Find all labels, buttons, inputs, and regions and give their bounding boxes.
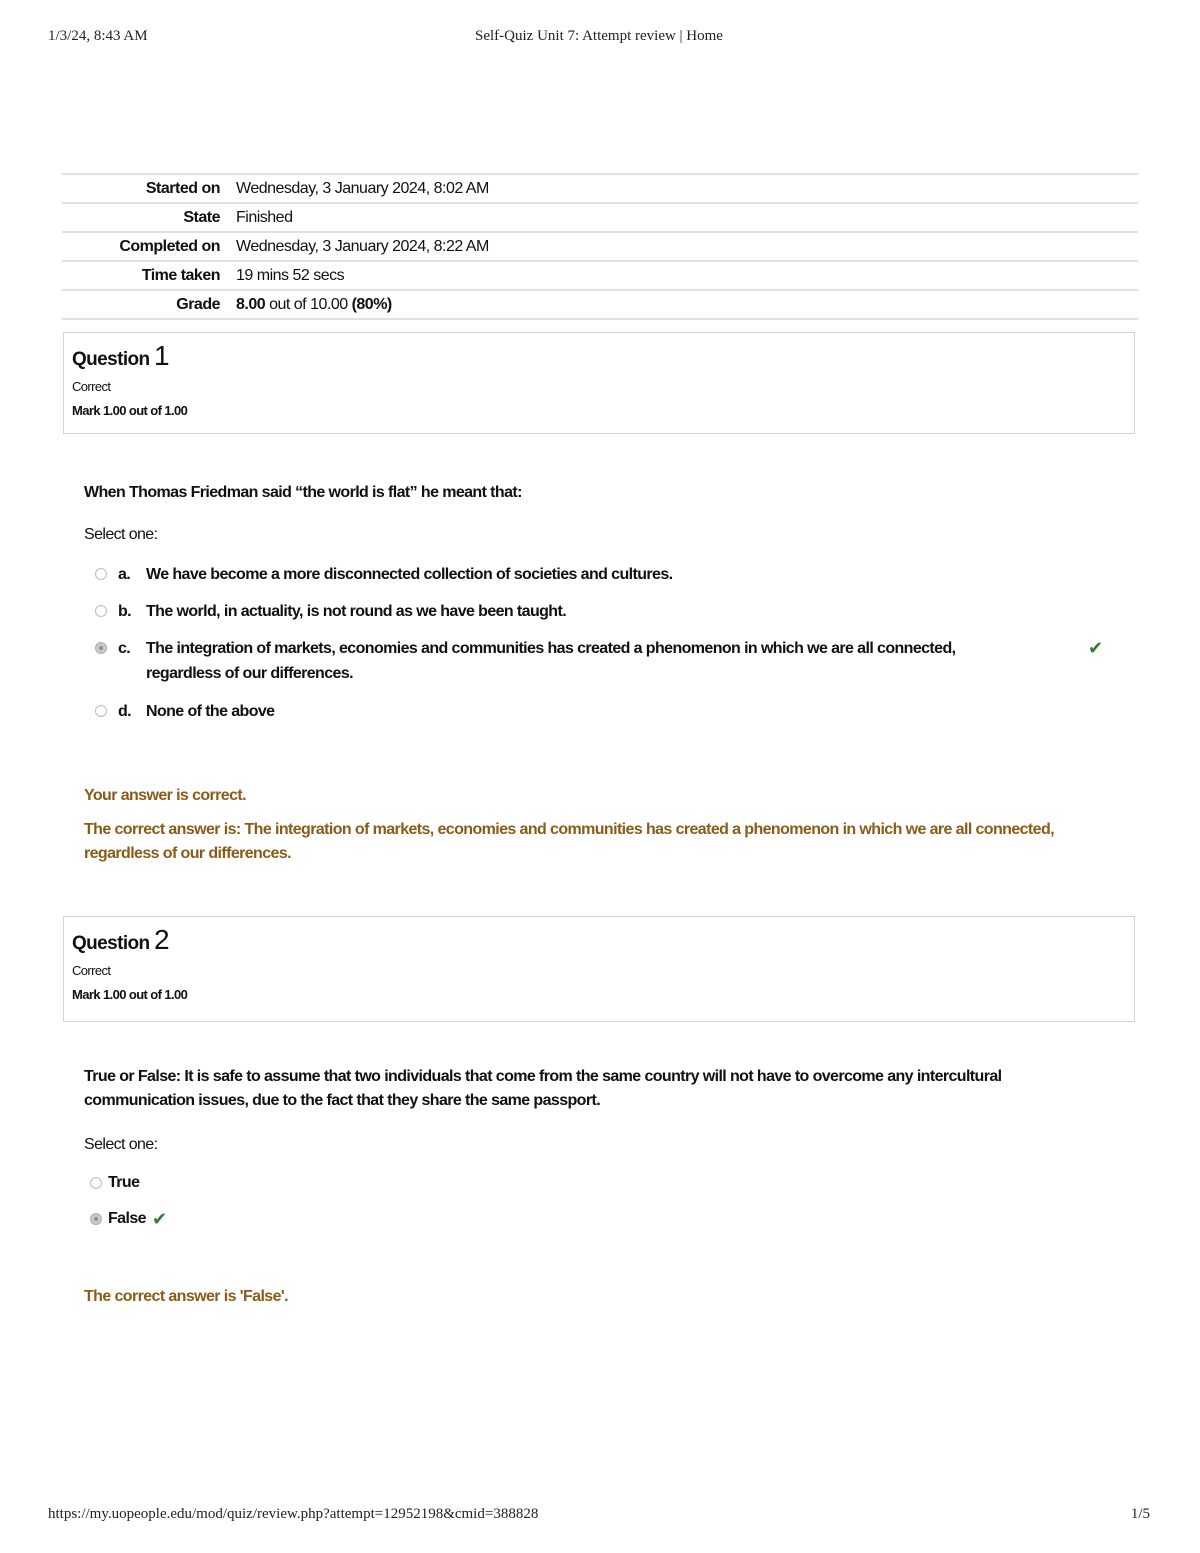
question-1-feedback-general: Your answer is correct.: [84, 787, 246, 804]
option-letter: b.: [118, 603, 132, 620]
started-on-label: Started on: [145, 179, 220, 197]
radio-icon[interactable]: [90, 1213, 102, 1225]
question-1-info: [63, 332, 1135, 434]
grade-score: 8.00: [236, 295, 266, 313]
started-on-value: Wednesday, 3 January 2024, 8:02 AM: [236, 179, 489, 197]
option-text: True: [108, 1174, 140, 1191]
grade-label: Grade: [176, 295, 220, 313]
question-1-title: [72, 339, 1126, 375]
time-taken-label: Time taken: [141, 266, 220, 284]
grade-value: [236, 290, 1138, 319]
radio-icon[interactable]: [95, 705, 107, 717]
print-url: https://my.uopeople.edu/mod/quiz/review.php?attempt=12952198&cmid=388828: [48, 1506, 539, 1522]
question-2-info: [63, 916, 1135, 1022]
question-2-prompt: Select one:: [84, 1136, 158, 1153]
state-label: State: [183, 208, 220, 226]
summary-row-started: [62, 174, 1138, 203]
radio-icon[interactable]: [95, 605, 107, 617]
radio-icon[interactable]: [95, 642, 107, 654]
option-letter: a.: [118, 566, 131, 583]
radio-icon[interactable]: [95, 568, 107, 580]
option-letter: d.: [118, 703, 132, 720]
print-page-title: Self-Quiz Unit 7: Attempt review | Home: [475, 28, 723, 44]
summary-row-grade: [62, 290, 1138, 319]
time-taken-value: 19 mins 52 secs: [236, 266, 345, 284]
option-text: The integration of markets, economies and communities has created a phenomenon in which we are all connected, regardless of our differences.: [146, 640, 956, 682]
summary-row-completed: [62, 232, 1138, 261]
option-text: False: [108, 1210, 146, 1227]
question-2-feedback-answer: The correct answer is 'False'.: [84, 1288, 288, 1305]
attempt-summary-table: [62, 173, 1138, 320]
question-2-title: [72, 923, 1126, 959]
question-1-feedback-answer: The correct answer is: The integration of markets, economies and communities has created a phenomenon in which we are all connected, regardless of our differences.: [84, 821, 1054, 862]
option-letter: c.: [118, 640, 131, 657]
question-mark: Mark 1.00 out of 1.00: [72, 403, 188, 418]
grade-out-of: out of 10.00: [269, 295, 348, 313]
question-mark: Mark 1.00 out of 1.00: [72, 987, 188, 1002]
summary-row-state: [62, 203, 1138, 232]
question-state: Correct: [72, 379, 111, 394]
question-state: Correct: [72, 963, 111, 978]
question-1-prompt: Select one:: [84, 526, 158, 543]
summary-row-time: [62, 261, 1138, 290]
option-text: We have become a more disconnected collection of societies and cultures.: [146, 566, 673, 583]
question-number: 2: [154, 924, 170, 955]
check-icon: ✔: [152, 1209, 167, 1229]
question-label: Question: [72, 933, 150, 954]
radio-icon[interactable]: [90, 1177, 102, 1189]
question-1-text: When Thomas Friedman said “the world is flat” he meant that:: [84, 484, 522, 501]
question-2-text: True or False: It is safe to assume that two individuals that come from the same country will not have to overcome any intercultural communication issues, due to the fact that they share the same passport.: [84, 1068, 1002, 1109]
completed-on-value: Wednesday, 3 January 2024, 8:22 AM: [236, 237, 489, 255]
question-label: Question: [72, 349, 150, 370]
print-page-number: 1/5: [1130, 1506, 1150, 1522]
question-number: 1: [154, 340, 170, 371]
print-datetime: 1/3/24, 8:43 AM: [48, 28, 148, 44]
state-value: Finished: [236, 208, 293, 226]
completed-on-label: Completed on: [119, 237, 220, 255]
option-text: The world, in actuality, is not round as we have been taught.: [146, 603, 567, 620]
check-icon: ✔: [1088, 638, 1103, 658]
grade-percent: (80%): [351, 295, 392, 313]
option-text: None of the above: [146, 703, 275, 720]
